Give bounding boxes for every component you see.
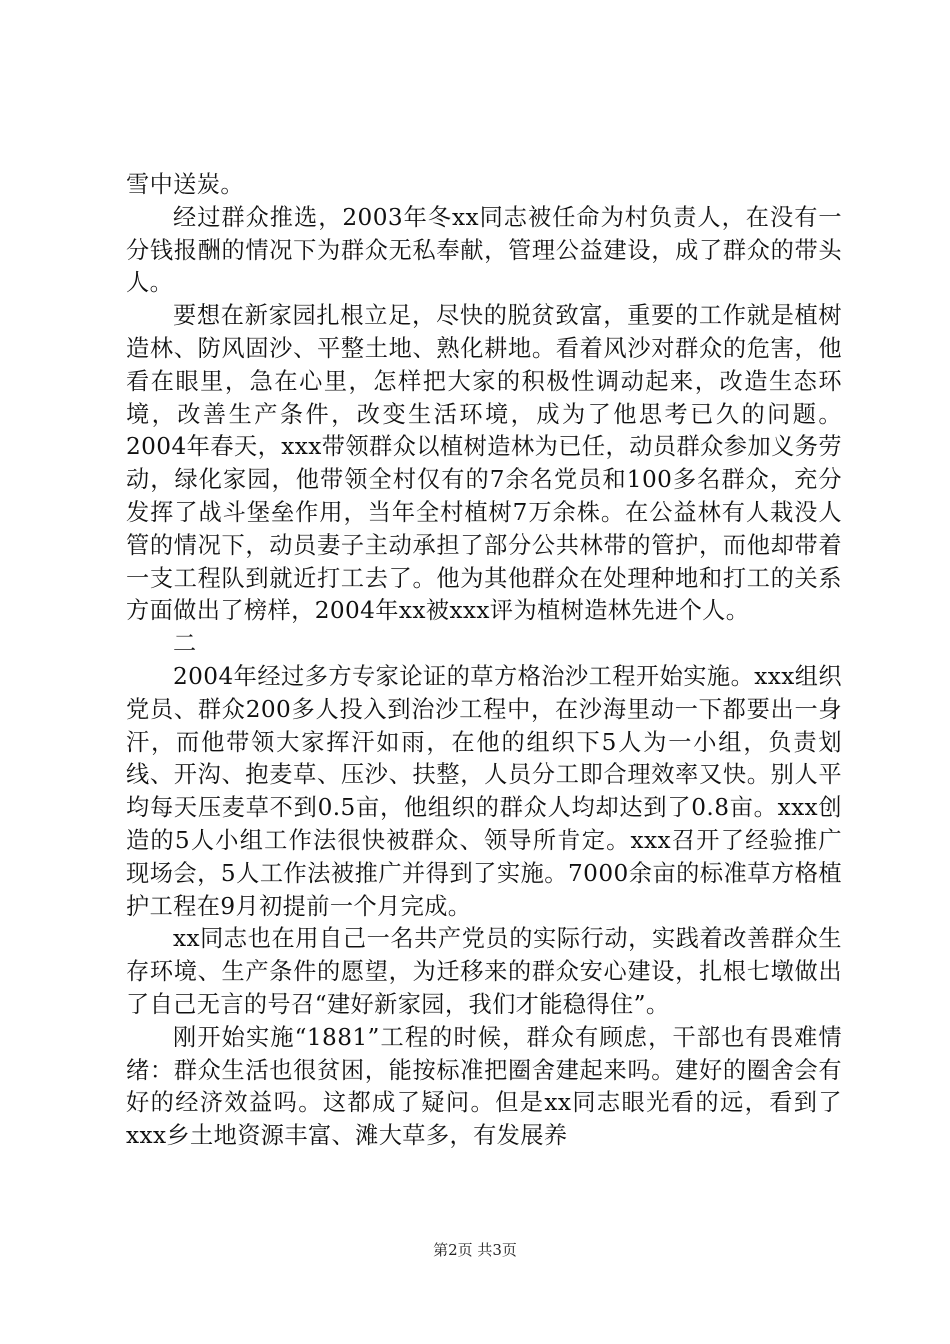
paragraph-afforestation: 要想在新家园扎根立足，尽快的脱贫致富，重要的工作就是植树造林、防风固沙、平整土地、熟化耕地。看着风沙对群众的危害，他看在眼里，急在心里，怎样把大家的积极性调动起来，改造生态环境，改善生产条件，改变生活环境，成为了他思考已久的问题。2004年春天，xxx带领群众以植树造林为已任，动员群众参加义务劳动，绿化家园，他带领全村仅有的7余名党员和100多名群众，充分发挥了战斗堡垒作用，当年全村植树7万余株。在公益林有人栽没人管的情况下，动员妻子主动承担了部分公共林带的管护，而他却带着一支工程队到就近打工去了。他为其他群众在处理种地和打工的关系方面做出了榜样，2004年xx被xxx评为植树造林先进个人。 [126,302,842,625]
paragraph-1881-project: 刚开始实施“1881”工程的时候，群众有顾虑，干部也有畏难情绪：群众生活也很贫困，能按标准把圈舍建起来吗。建好的圈舍会有好的经济效益吗。这都成了疑问。但是xx同志眼光看的远，看到了xxx乡土地资源丰富、滩大草多，有发展养 [126,1023,842,1150]
paragraph-continuation: 雪中送炭。 [126,171,244,198]
document-body [126,169,842,1153]
paragraph-election: 经过群众推选，2003年冬xx同志被任命为村负责人，在没有一分钱报酬的情况下为群众无私奉献，管理公益建设，成了群众的带头人。 [126,203,842,297]
paragraph-sand-control: 2004年经过多方专家论证的草方格治沙工程开始实施。xxx组织党员、群众200多人投入到治沙工程中，在沙海里动一下都要出一身汗，而他带领大家挥汗如雨，在他的组织下5人为一小组，负责划线、开沟、抱麦草、压沙、扶整，人员分工即合理效率又快。别人平均每天压麦草不到0.5亩，他组织的群众人均却达到了0.8亩。xxx创造的5人小组工作法很快被群众、领导所肯定。xxx召开了经验推广现场会，5人工作法被推广并得到了实施。7000余亩的标准草方格植护工程在9月初提前一个月完成。 [126,662,842,920]
paragraph-party-member: xx同志也在用自己一名共产党员的实际行动，实践着改善群众生存环境、生产条件的愿望，为迁移来的群众安心建设，扎根七墩做出了自己无言的号召“建好新家园，我们才能稳得住”。 [126,925,842,1018]
page-footer: 第2页 共3页 [433,1241,517,1259]
section-heading-two: 二 [173,630,197,658]
